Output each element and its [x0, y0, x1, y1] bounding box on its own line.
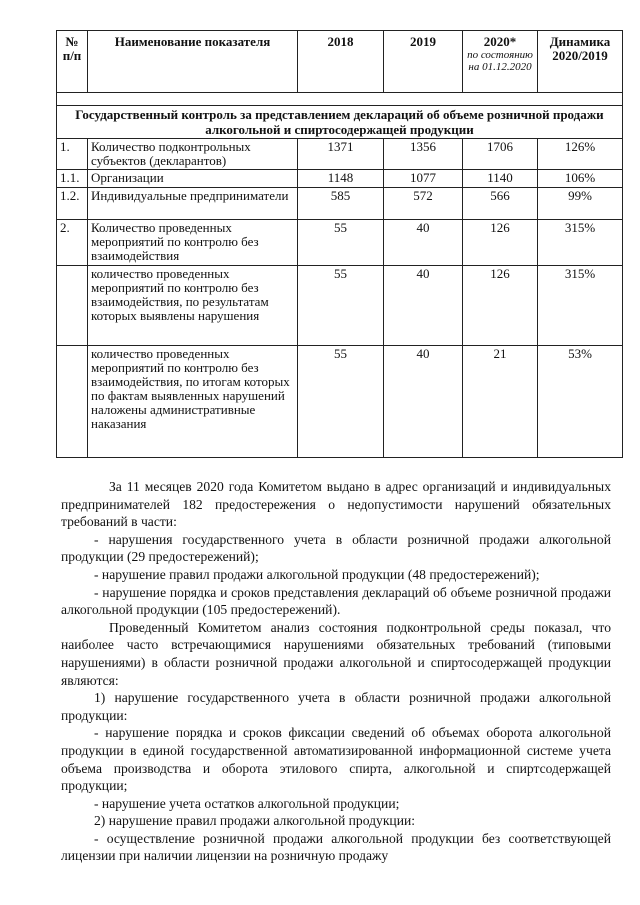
row-2018: 585 [298, 188, 384, 220]
paragraph: За 11 месяцев 2020 года Комитетом выдано в адрес организаций и индивидуальных предпринимателей 182 предостережения о недопустимости нарушений обязательных требований в части: [61, 479, 611, 530]
paragraph: - осуществление розничной продажи алкогольной продукции без соответствующей лицензии при наличии лицензии на розничную продажу [61, 830, 611, 864]
row-2019: 40 [384, 220, 463, 266]
row-index [57, 266, 88, 346]
row-dynamics: 315% [538, 220, 623, 266]
row-name: Количество проведенных мероприятий по контролю без взаимодействия [88, 220, 298, 266]
paragraph: - нарушение порядка и сроков фиксации сведений об объемах оборота алкогольной продукции в единой государственной автоматизированной информационной системе учета объема производства и оборота этилового спирта, алкогольной и спиртсодержащей продукции; [61, 725, 611, 794]
row-index: 1.1. [57, 170, 88, 188]
paragraph: - нарушение порядка и сроков представления деклараций об объеме розничной продажи алкогольной продукции (105 предостережений). [61, 584, 611, 618]
row-2020: 126 [463, 220, 538, 266]
row-dynamics: 53% [538, 346, 623, 458]
table-row [57, 170, 623, 188]
spacer-cell [57, 93, 623, 106]
paragraph: 2) нарушение правил продажи алкогольной продукции: [94, 813, 416, 829]
paragraph: 1) нарушение государственного учета в области розничной продажи алкогольной продукции: [61, 690, 611, 723]
row-dynamics: 99% [538, 188, 623, 220]
section-row [57, 106, 623, 139]
row-index: 1. [57, 139, 88, 170]
header-num: № п/п [57, 31, 88, 93]
table-row [57, 346, 623, 458]
row-2019: 1077 [384, 170, 463, 188]
row-dynamics: 126% [538, 139, 623, 170]
header-2019: 2019 [384, 31, 463, 93]
header-dynamics: Динамика 2020/2019 [538, 31, 623, 93]
row-2019: 40 [384, 346, 463, 458]
row-name: Индивидуальные предприниматели [88, 188, 298, 220]
table-row [57, 139, 623, 170]
header-2020 [463, 31, 538, 93]
row-index: 1.2. [57, 188, 88, 220]
body-text [61, 478, 611, 865]
indicators-table [56, 30, 623, 458]
row-2018: 55 [298, 220, 384, 266]
row-2020: 21 [463, 346, 538, 458]
row-dynamics: 315% [538, 266, 623, 346]
row-index: 2. [57, 220, 88, 266]
table-row [57, 188, 623, 220]
row-name: количество проведенных мероприятий по контролю без взаимодействия, по результатам которых выявлены нарушения [88, 266, 298, 346]
section-title: Государственный контроль за представлением деклараций об объеме розничной продажи алкогольной и спиртосодержащей продукции [57, 106, 623, 139]
row-name: Организации [88, 170, 298, 188]
row-2020: 1140 [463, 170, 538, 188]
row-2020: 1706 [463, 139, 538, 170]
paragraph: - нарушение правил продажи алкогольной продукции (48 предостережений); [94, 566, 540, 582]
row-2020: 126 [463, 266, 538, 346]
table-header-row [57, 31, 623, 93]
row-dynamics: 106% [538, 170, 623, 188]
header-2020-label: 2020* [483, 34, 517, 49]
paragraph: - нарушения государственного учета в области розничной продажи алкогольной продукции (29 предостережений); [61, 531, 611, 565]
header-2020-note: по состоянию на 01.12.2020 [467, 49, 533, 73]
row-index [57, 346, 88, 458]
row-2019: 1356 [384, 139, 463, 170]
row-2018: 55 [298, 266, 384, 346]
spacer-row [57, 93, 623, 106]
row-2018: 55 [298, 346, 384, 458]
row-2019: 572 [384, 188, 463, 220]
row-2019: 40 [384, 266, 463, 346]
paragraph: - нарушение учета остатков алкогольной продукции; [94, 795, 400, 811]
table-row [57, 266, 623, 346]
row-2018: 1148 [298, 170, 384, 188]
table-row [57, 220, 623, 266]
row-name: Количество подконтрольных субъектов (декларантов) [88, 139, 298, 170]
header-name: Наименование показателя [88, 31, 298, 93]
paragraph: Проведенный Комитетом анализ состояния подконтрольной среды показал, что наиболее часто встречающимися нарушениями обязательных требований (типовыми нарушениями) в области розничной продажи алкогольной и спиртосодержащей продукции являются: [61, 619, 611, 688]
row-name: количество проведенных мероприятий по контролю без взаимодействия, по итогам которых по фактам выявленных нарушений наложены административные наказания [88, 346, 298, 458]
row-2020: 566 [463, 188, 538, 220]
header-2018: 2018 [298, 31, 384, 93]
row-2018: 1371 [298, 139, 384, 170]
